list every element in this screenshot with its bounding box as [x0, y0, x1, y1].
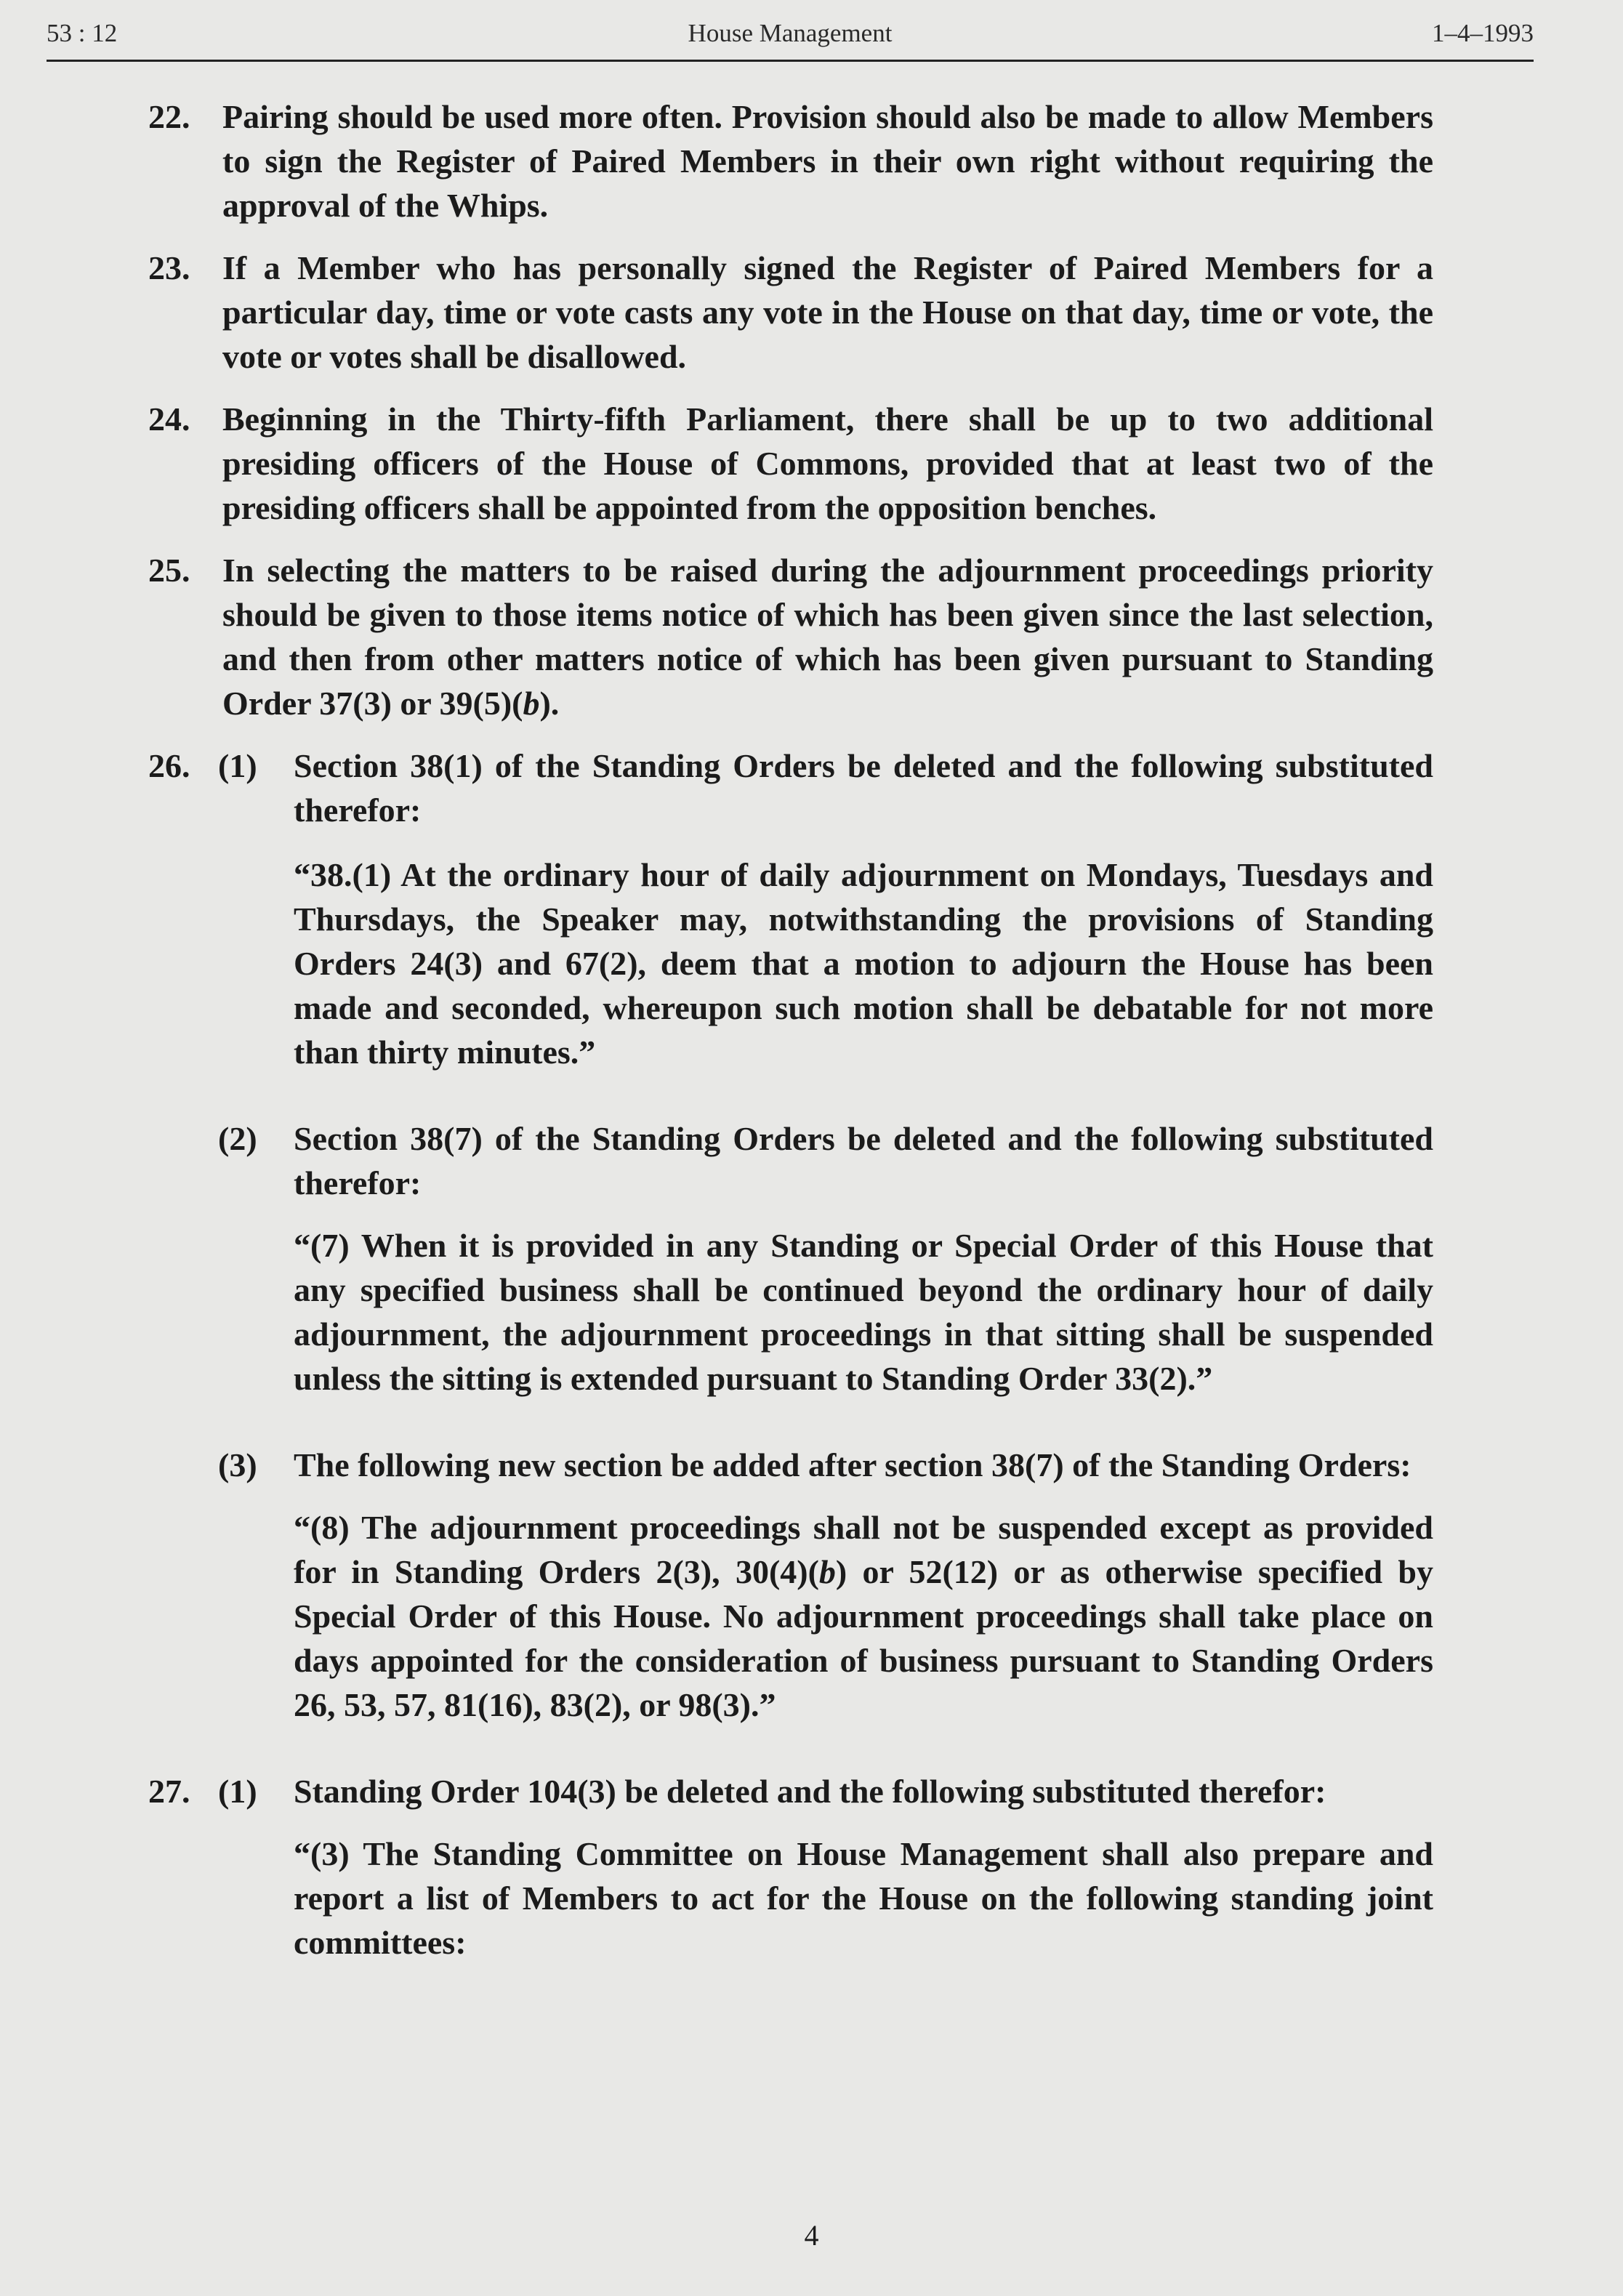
recommendation-26-subsection-2	[0, 1116, 1623, 1205]
item-number: 26.	[148, 747, 190, 784]
quoted-standing-order: “(7) When it is provided in any Standing or Special Order of this House that any specified business shall be continued beyond the ordinary hour of daily adjournment, the adjournment proceedings in that sitting shall be suspended unless the sitting is extended pursuant to Standing Order 33(2).”	[294, 1227, 1433, 1397]
item-number: 23.	[148, 249, 190, 286]
subsection-number: (1)	[218, 747, 257, 784]
header-title: House Management	[688, 19, 893, 47]
header-date: 1–4–1993	[1432, 19, 1534, 47]
recommendation-26-subsection-3	[0, 1443, 1623, 1487]
recommendation-26-subsection-1	[0, 744, 1623, 832]
item-text	[222, 548, 1433, 725]
subsection-number: (2)	[218, 1120, 257, 1157]
item-text-italic: b	[523, 685, 540, 722]
quote-italic: b	[818, 1553, 836, 1590]
item-text-part: In selecting the matters to be raised during the adjournment proceedings priority should be given to those items notice of which has been given since the last selection, and then from other matters notice of which has been given pursuant to Standing Order 37(3) or 39(5)(	[222, 552, 1433, 722]
subsection-number: (3)	[218, 1446, 257, 1483]
recommendation-23	[0, 246, 1623, 379]
recommendation-24	[0, 397, 1623, 530]
item-number: 24.	[148, 400, 190, 438]
subsection-text: Section 38(1) of the Standing Orders be deleted and the following substituted therefor:	[294, 747, 1433, 829]
page-number: 4	[804, 2219, 819, 2252]
subsection-text: Standing Order 104(3) be deleted and the following substituted therefor:	[294, 1773, 1326, 1810]
running-header	[47, 13, 1534, 58]
quote-part: ) or 52(12) or as otherwise specified by Special Order of this House. No adjournment proceedings shall take place on days appointed for the consideration of business pursuant to Standing Orders 26, 53, 57, 81(16), 83(2), or 98(3).”	[294, 1553, 1433, 1723]
recommendation-22	[0, 94, 1623, 227]
item-number: 22.	[148, 98, 190, 135]
item-text-part: ).	[539, 685, 560, 722]
recommendation-27-subsection-1	[0, 1769, 1623, 1813]
header-rule	[47, 60, 1534, 62]
item-text: Pairing should be used more often. Provision should also be made to allow Members to sign the Register of Paired Members in their own right without requiring the approval of the Whips.	[222, 98, 1433, 224]
recommendation-25	[0, 548, 1623, 725]
quote-part: “(8) The adjournment proceedings shall not be suspended except as provided for in Standing Orders 2(3), 30(4)(	[294, 1509, 1433, 1590]
item-number: 27.	[148, 1773, 190, 1810]
document-body	[0, 94, 1623, 2007]
quoted-standing-order: “(3) The Standing Committee on House Management shall also prepare and report a list of Members to act for the House on the following standing joint committees:	[294, 1835, 1433, 1961]
quoted-standing-order	[294, 1505, 1433, 1727]
subsection-number: (1)	[218, 1773, 257, 1810]
item-text: If a Member who has personally signed the Register of Paired Members for a particular day, time or vote casts any vote in the House on that day, time or vote, the vote or votes shall be disallowed.	[222, 249, 1433, 375]
item-number: 25.	[148, 552, 190, 589]
header-section-number: 53 : 12	[47, 19, 118, 47]
subsection-text: The following new section be added after section 38(7) of the Standing Orders:	[294, 1446, 1411, 1483]
item-text: Beginning in the Thirty-fifth Parliament, there shall be up to two additional presiding officers of the House of Commons, provided that at least two of the presiding officers shall be appointed from the opposition benches.	[222, 400, 1433, 526]
subsection-text: Section 38(7) of the Standing Orders be deleted and the following substituted therefor:	[294, 1120, 1433, 1201]
quoted-standing-order: “38.(1) At the ordinary hour of daily adjournment on Mondays, Tuesdays and Thursdays, the Speaker may, notwithstanding the provisions of Standing Orders 24(3) and 67(2), deem that a motion to adjourn the House has been made and seconded, whereupon such motion shall be debatable for not more than thirty minutes.”	[294, 856, 1433, 1071]
